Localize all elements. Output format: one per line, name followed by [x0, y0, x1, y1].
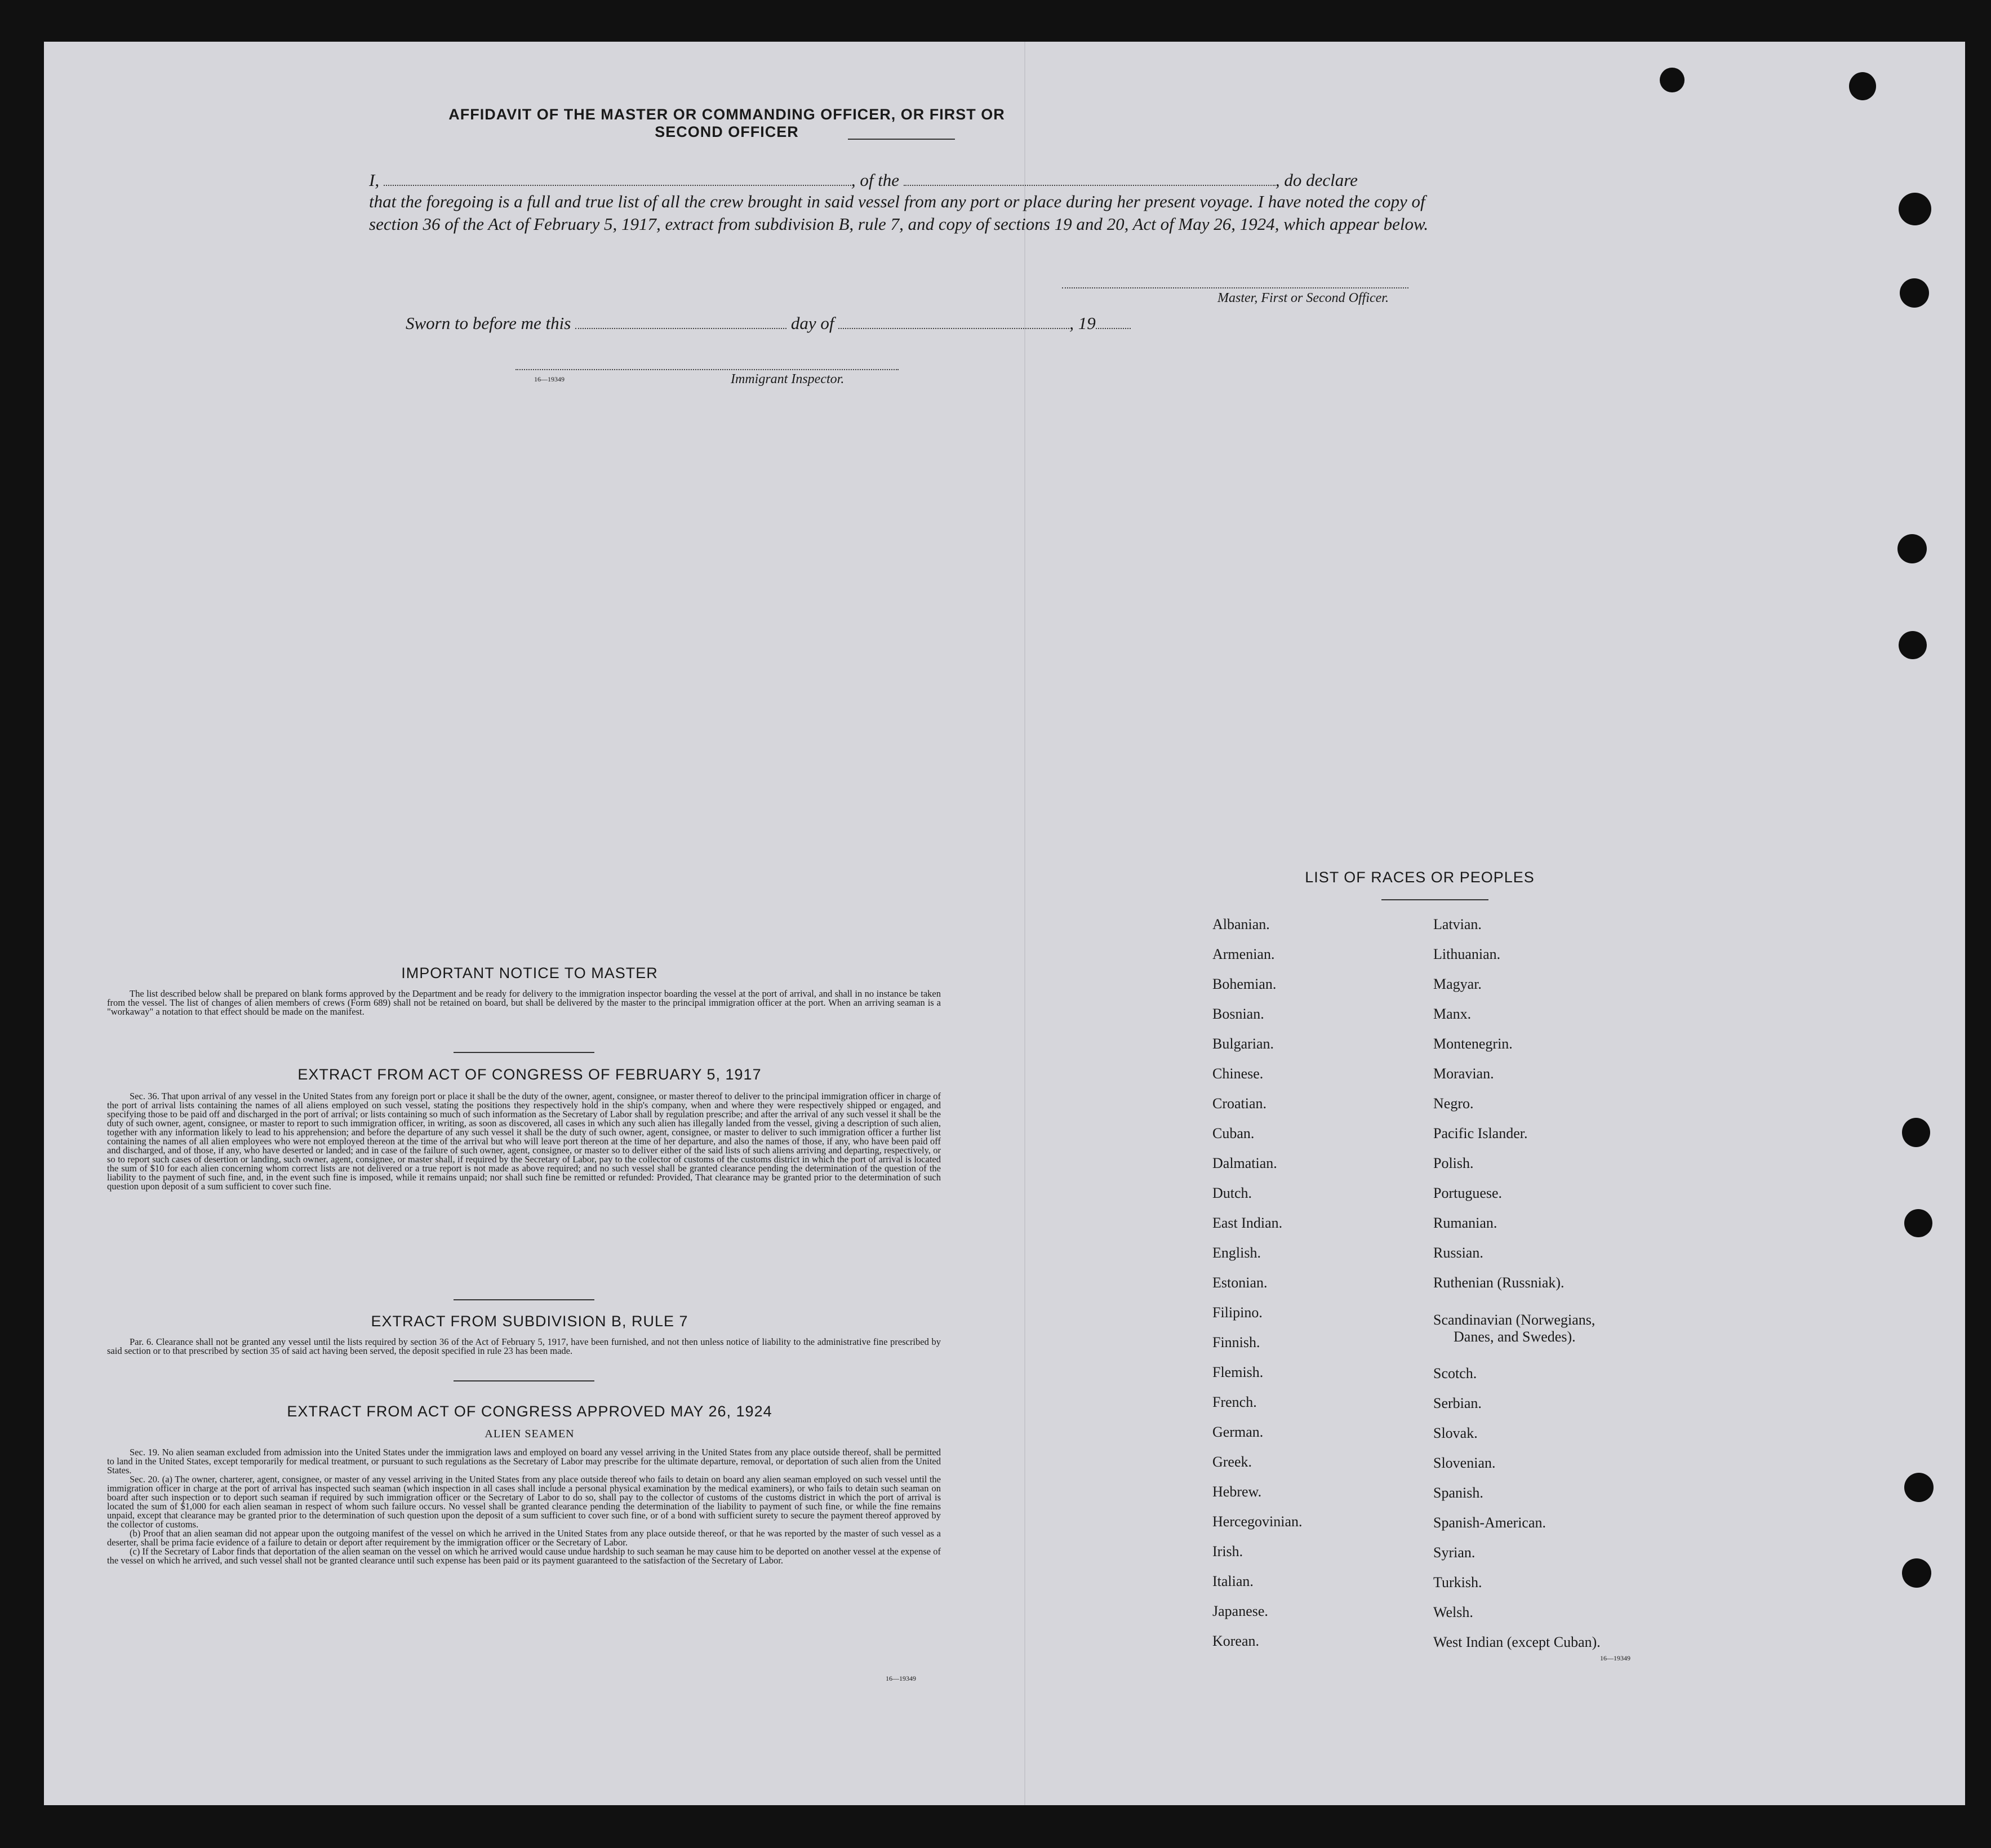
list-item: Bosnian. — [1212, 1006, 1264, 1022]
list-item: Spanish. — [1433, 1485, 1483, 1501]
punch-hole — [1902, 1118, 1930, 1147]
sec20b-paragraph: (b) Proof that an alien seaman did not appear upon the outgoing manifest of the vessel on which he arrived in the United States from any place outside thereof, or that he was reported by the master of such vessel as a deserter, shall be prima facie evidence of a failure to detain or deport after requirement by the immigration officer or the Secretary of Labor. — [107, 1528, 941, 1548]
list-item: Turkish. — [1433, 1574, 1482, 1591]
day-of-label: day of — [790, 313, 834, 333]
list-item: Japanese. — [1212, 1603, 1268, 1619]
sworn-month-blank[interactable] — [838, 318, 1069, 329]
list-item: Dalmatian. — [1212, 1155, 1277, 1171]
vessel-blank[interactable] — [904, 175, 1276, 186]
list-item: Danes, and Swedes). — [1454, 1329, 1576, 1345]
signature-label: Master, First or Second Officer. — [1217, 291, 1389, 305]
list-item: Scotch. — [1433, 1365, 1477, 1381]
extract-1924-title: EXTRACT FROM ACT OF CONGRESS APPROVED MAY 26, 1924 — [287, 1403, 772, 1420]
list-item: Italian. — [1212, 1573, 1254, 1589]
punch-hole — [1902, 1558, 1931, 1588]
list-item: Cuban. — [1212, 1125, 1255, 1141]
affidavit-declaration-line — [369, 169, 1434, 192]
section-rule — [454, 1299, 594, 1300]
extract-1917-title: EXTRACT FROM ACT OF CONGRESS OF FEBRUARY 5, 1917 — [297, 1066, 762, 1083]
inspector-label: Immigrant Inspector. — [731, 372, 845, 387]
list-item: German. — [1212, 1424, 1264, 1440]
form-number: 16—19349 — [534, 375, 565, 383]
punch-hole — [1904, 1209, 1932, 1237]
punch-hole — [1897, 534, 1927, 563]
sec20c-paragraph: (c) If the Secretary of Labor finds that deportation of the alien seaman on the vessel on which he arrived would cause undue hardship to such seaman he may cause him to be deported on another vessel at the expense of the vessel on which he arrived, and such vessel shall not be granted clearance until such expense has been paid or its payment guaranteed to the satisfaction of the Secretary of Labor. — [107, 1546, 941, 1566]
punch-hole — [1899, 193, 1931, 225]
list-item: Moravian. — [1433, 1065, 1494, 1082]
sworn-year-blank[interactable] — [1096, 318, 1131, 329]
extract-rule7-body: Par. 6. Clearance shall not be granted any vessel until the lists required by section 36 of the Act of February 5, 1917, have been furnished, and not then unless notice of liability to the administrative fine prescribed by said section or to that prescribed by section 35 of said act having been served, the deposit specified in rule 23 has been made. — [107, 1336, 941, 1356]
affidavit-paragraph: that the foregoing is a full and true list of all the crew brought in said vessel from any port or place during her present voyage. I have noted the copy of section 36 of the Act of February 5, 1917, extract from subdivision B, rule 7, and copy of sections 19 and 20, Act of May 26, 1924, which appear below. — [369, 192, 1429, 234]
notice-title: IMPORTANT NOTICE TO MASTER — [401, 965, 658, 981]
list-item: Flemish. — [1212, 1364, 1264, 1380]
list-item: Dutch. — [1212, 1185, 1252, 1201]
list-item: Spanish-American. — [1433, 1514, 1546, 1531]
list-item: Russian. — [1433, 1245, 1483, 1261]
punch-hole — [1849, 72, 1876, 100]
punch-hole — [1899, 631, 1927, 659]
extract-1924-body — [107, 1448, 941, 1565]
list-item: English. — [1212, 1245, 1261, 1261]
list-item: Irish. — [1212, 1543, 1243, 1560]
form-number: 16—19349 — [1600, 1654, 1630, 1662]
list-item: Greek. — [1212, 1454, 1252, 1470]
list-item: Armenian. — [1212, 946, 1275, 962]
inspector-signature-blank[interactable] — [515, 369, 899, 370]
list-item: Montenegrin. — [1433, 1036, 1513, 1052]
list-item: Albanian. — [1212, 916, 1270, 932]
affidavit-i-label: I, — [369, 170, 380, 190]
title-rule — [848, 139, 955, 140]
list-item: Estonian. — [1212, 1274, 1268, 1291]
list-item: Chinese. — [1212, 1065, 1264, 1082]
name-blank[interactable] — [384, 175, 851, 186]
page-fold — [1024, 42, 1025, 1805]
races-title: LIST OF RACES OR PEOPLES — [1305, 869, 1535, 886]
list-item: Bulgarian. — [1212, 1036, 1274, 1052]
punch-hole — [1904, 1473, 1934, 1502]
list-item: Lithuanian. — [1433, 946, 1501, 962]
list-item: Syrian. — [1433, 1544, 1476, 1561]
section-rule — [454, 1380, 594, 1381]
list-item: Negro. — [1433, 1095, 1474, 1112]
list-item: Latvian. — [1433, 916, 1482, 932]
list-item: Filipino. — [1212, 1304, 1263, 1321]
list-item: Polish. — [1433, 1155, 1474, 1171]
form-number: 16—19349 — [886, 1674, 916, 1682]
list-item: Ruthenian (Russniak). — [1433, 1274, 1565, 1291]
list-item: Croatian. — [1212, 1095, 1267, 1112]
affidavit-title: AFFIDAVIT OF THE MASTER OR COMMANDING OFFICER, OR FIRST OR SECOND OFFICER — [448, 106, 1005, 140]
affidavit-of-label: , of the — [851, 170, 900, 190]
extract-1917-body: Sec. 36. That upon arrival of any vessel in the United States from any foreign port or place it shall be the duty of the owner, agent, consignee, or master thereof to deliver to the principal immigration officer in charge of the port of arrival lists containing the names of all aliens employed on such vessel, stating the positions they respectively hold in the ship's company, when and where they were respectively shipped or engaged, and specifying those to be paid off and discharged in the port of arrival; or lists containing so much of such information as the Secretary of Labor shall by regulation prescribe; and after the arrival of any such vessel it shall be the duty of such owner, agent, consignee, or master to report to such immigration officer, in writing, as soon as discovered, all cases in which any such alien has illegally landed from the vessel, giving a description of such alien, together with any information likely to lead to his apprehension; and before the departure of any such vessel it shall be the duty of such owner, agent, consignee, or master to deliver to such immigration officer a further list containing the names of all alien employees who were not employed thereon at the time of the arrival but who will leave port thereon at the time of her departure, and also the names of those, if any, who have been paid off and discharged, and of those, if any, who have deserted or landed; and in case of the failure of such owner, agent, consignee, or master so to deliver either of the said lists of such aliens arriving and departing, respectively, or so to report such cases of desertion or landing, such owner, agent, consignee, or master shall, if required by the Secretary of Labor, pay to the collector of customs of the customs district in which the port of arrival is located the sum of $10 for each alien concerning whom correct lists are not delivered or a true report is not made as above required; and no such vessel shall be granted clearance pending the determination of the question of the liability to the payment of such fine, and, in the event such fine is imposed, while it remains unpaid; nor shall such fine be remitted or refunded: Provided, That clearance may be granted prior to the determination of such question upon deposit of a sum sufficient to cover such fine. — [107, 1091, 941, 1192]
list-item: Slovenian. — [1433, 1455, 1496, 1471]
sworn-line — [406, 313, 1194, 334]
list-item: Pacific Islander. — [1433, 1125, 1528, 1141]
list-item: East Indian. — [1212, 1215, 1283, 1231]
section-rule — [454, 1052, 594, 1053]
list-item: Portuguese. — [1433, 1185, 1503, 1201]
list-item: Scandinavian (Norwegians, — [1433, 1312, 1596, 1328]
list-item: Bohemian. — [1212, 976, 1277, 992]
notice-body: The list described below shall be prepared on blank forms approved by the Department and be ready for delivery to the immigration inspector boarding the vessel at the port of arrival, and shall in no instance be taken from the vessel. The list of changes of alien members of crews (Form 689) shall not be retained on board, but shall be delivered by the master to the principal immigration officer at the port. When an arriving seaman is a "workaway" a notation to that effect should be made on the manifest. — [107, 988, 941, 1017]
list-item: Manx. — [1433, 1006, 1472, 1022]
sworn-day-blank[interactable] — [575, 318, 786, 329]
title-rule — [1381, 899, 1488, 900]
sec19-paragraph: Sec. 19. No alien seaman excluded from admission into the United States under the immigration laws and employed on board any vessel arriving in the United States from any place outside thereof, shall be permitted to land in the United States, except temporarily for medical treatment, or pursuant to such regulations as the Secretary of Labor may prescribe for the ultimate departure, removal, or deportation of such alien from the United States. — [107, 1447, 941, 1476]
year-label: , 19 — [1069, 313, 1096, 333]
signature-blank[interactable] — [1062, 287, 1408, 288]
list-item: Rumanian. — [1433, 1215, 1497, 1231]
sec20a-paragraph: Sec. 20. (a) The owner, charterer, agent, consignee, or master of any vessel arriving in the United States from any place outside thereof who fails to detain on board any alien seaman employed on such vessel until the immigration officer in charge at the port of arrival has inspected such seaman (which inspection in all cases shall include a personal physical examination by the medical examiners), or who fails to detain such seaman on board after such inspection or to deport such seaman if required by such immigration officer or the Secretary of Labor to do so, shall pay to the collector of customs of the customs district in which the port of arrival is located the sum of $1,000 for each alien seaman in respect of whom such failure occurs. No vessel shall be granted clearance pending the determination of the liability to payment of such fine, or while the fine remains unpaid, except that clearance may be granted prior to the determination of such question upon the deposit of a sum sufficient to cover such fine, or of a bond with sufficient surety to secure the payment thereof approved by the collector of customs. — [107, 1474, 941, 1530]
punch-hole — [1900, 278, 1929, 308]
list-item: Finnish. — [1212, 1334, 1260, 1351]
sworn-label: Sworn to before me this — [406, 313, 571, 333]
list-item: West Indian (except Cuban). — [1433, 1634, 1601, 1650]
list-item: Welsh. — [1433, 1604, 1473, 1620]
extract-rule7-title: EXTRACT FROM SUBDIVISION B, RULE 7 — [371, 1313, 688, 1330]
affidavit-declare-label: , do declare — [1275, 170, 1358, 190]
list-item: French. — [1212, 1394, 1257, 1410]
list-item: Korean. — [1212, 1633, 1260, 1649]
list-item: Magyar. — [1433, 976, 1482, 992]
alien-seamen-subtitle: ALIEN SEAMEN — [485, 1428, 575, 1440]
list-item: Slovak. — [1433, 1425, 1478, 1441]
list-item: Hercegovinian. — [1212, 1513, 1303, 1530]
punch-hole — [1660, 68, 1685, 92]
list-item: Hebrew. — [1212, 1483, 1262, 1500]
list-item: Serbian. — [1433, 1395, 1482, 1411]
